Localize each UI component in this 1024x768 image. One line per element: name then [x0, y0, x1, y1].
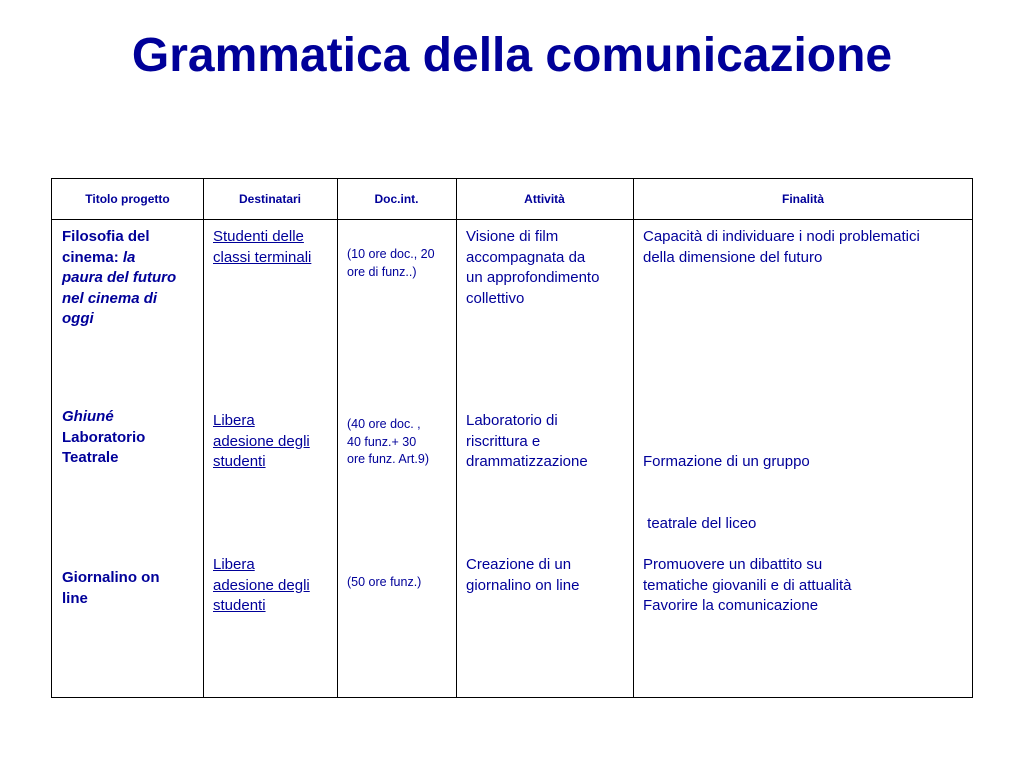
row3-finalita-line: tematiche giovanili e di attualità — [643, 576, 852, 594]
row1-destinatari-line[interactable]: classi terminali — [213, 248, 312, 266]
column-divider — [203, 179, 204, 697]
row3-destinatari-line[interactable]: Libera — [213, 556, 255, 573]
row3-attivita-line: giornalino on line — [466, 576, 580, 594]
row1-titolo-bold: cinema: — [62, 248, 123, 266]
row3-finalita-line: Promuovere un dibattito su — [643, 556, 823, 573]
row1-finalita-line: Capacità di individuare i nodi problematici — [643, 228, 920, 245]
row3-attivita-line: Creazione di un — [466, 556, 572, 573]
row1-attivita-line: Visione di film — [466, 228, 559, 245]
page-title: Grammatica della comunicazione — [131, 29, 893, 82]
row1-attivita-line: collettivo — [466, 289, 525, 307]
row3-titolo-line: line — [62, 589, 88, 607]
row3-titolo-line: Giornalino on — [62, 569, 160, 586]
row2-attivita — [466, 411, 632, 473]
header-titolo-progetto: Titolo progetto — [85, 192, 170, 206]
row1-doc-int — [347, 246, 457, 281]
row1-destinatari-line[interactable]: Studenti delle — [213, 228, 304, 245]
row2-attivita-line: Laboratorio di — [466, 412, 558, 429]
row1-attivita-line: un approfondimento — [466, 269, 600, 286]
row2-docint-line: 40 funz.+ 30 — [347, 434, 417, 449]
row2-finalita — [643, 411, 973, 575]
row3-doc-int — [347, 574, 457, 592]
row3-destinatari-line[interactable]: adesione degli — [213, 576, 310, 594]
header-doc-int: Doc.int. — [374, 192, 419, 206]
row2-finalita-line: teatrale del liceo — [643, 514, 757, 532]
header-divider — [52, 219, 972, 220]
row2-destinatari-line[interactable]: adesione degli — [213, 432, 310, 450]
row3-finalita-line: Favorire la comunicazione — [643, 597, 819, 614]
row1-titolo-line: oggi — [62, 310, 94, 327]
row2-finalita-line: Formazione di un gruppo — [643, 453, 810, 470]
row1-docint-line: (10 ore doc., 20 — [347, 247, 435, 261]
row1-finalita — [643, 227, 973, 268]
row3-titolo — [62, 568, 202, 609]
row2-titolo-line: Ghiuné — [62, 408, 114, 425]
row3-docint-line: (50 ore funz.) — [347, 575, 422, 589]
header-attivita: Attività — [524, 192, 565, 206]
row2-attivita-line: riscrittura e — [466, 432, 541, 450]
column-divider — [633, 179, 634, 697]
row1-docint-line: ore di funz..) — [347, 264, 417, 279]
row3-destinatari-line[interactable]: studenti — [213, 597, 266, 614]
row2-titolo-line: Teatrale — [62, 449, 119, 466]
row1-destinatari[interactable] — [213, 227, 337, 268]
row3-attivita — [466, 555, 632, 596]
row2-titolo — [62, 407, 202, 469]
row1-titolo-line: nel cinema di — [62, 289, 158, 307]
row2-destinatari-line[interactable]: Libera — [213, 412, 255, 429]
column-divider — [337, 179, 338, 697]
projects-table — [51, 178, 973, 698]
row1-titolo-line: paura del futuro — [62, 269, 177, 286]
row2-doc-int — [347, 416, 457, 469]
row3-finalita — [643, 555, 973, 617]
row2-docint-line: (40 ore doc. , — [347, 417, 421, 431]
row2-attivita-line: drammatizzazione — [466, 453, 588, 470]
row3-destinatari[interactable] — [213, 555, 337, 617]
row1-titolo-line: Filosofia del — [62, 228, 150, 245]
row1-attivita — [466, 227, 632, 309]
row1-finalita-line: della dimensione del futuro — [643, 248, 823, 266]
row2-docint-line: ore funz. Art.9) — [347, 452, 429, 466]
row2-titolo-line: Laboratorio — [62, 428, 146, 446]
row2-destinatari-line[interactable]: studenti — [213, 453, 266, 470]
header-finalita: Finalità — [781, 192, 824, 206]
row2-destinatari[interactable] — [213, 411, 337, 473]
row1-titolo — [62, 227, 202, 330]
row1-titolo-italic: la — [122, 248, 136, 266]
header-destinatari: Destinatari — [238, 192, 302, 206]
row1-attivita-line: accompagnata da — [466, 248, 586, 266]
